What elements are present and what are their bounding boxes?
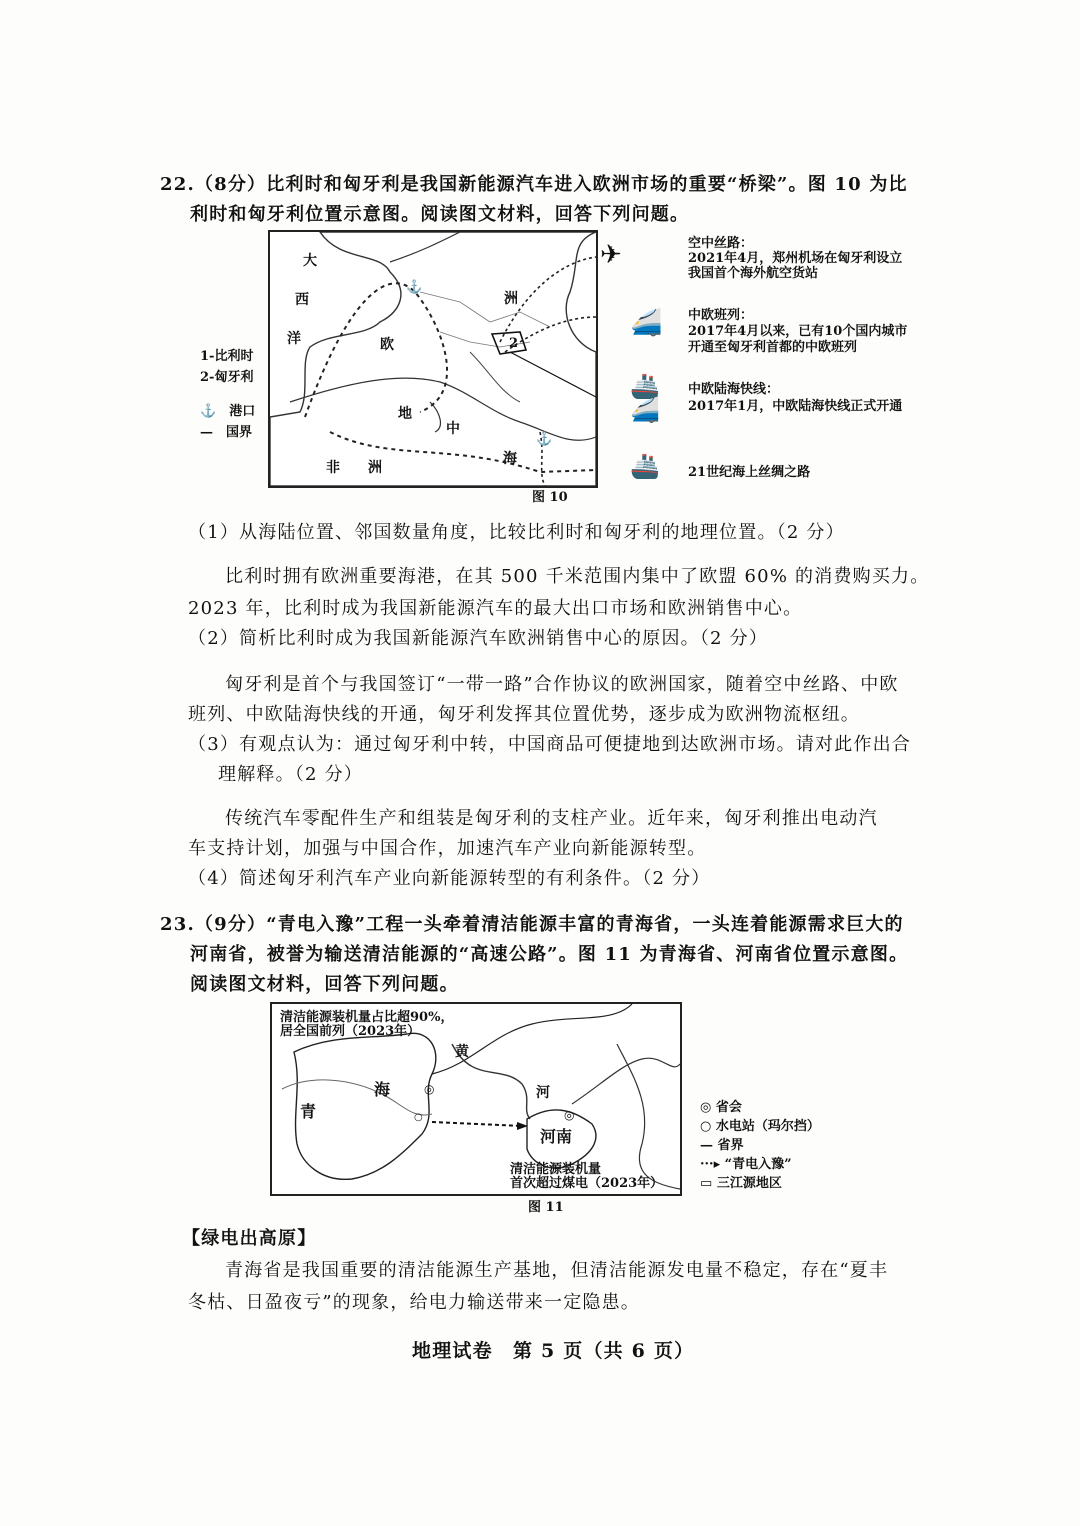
q22-material-2b: 班列、中欧陆海快线的开通，匈牙利发挥其位置优势，逐步成为欧洲物流枢纽。 [188, 704, 860, 725]
q23-section-title: 【绿电出高原】 [182, 1228, 317, 1249]
ship-icon: 🚢 [630, 452, 660, 480]
airplane-icon: ✈ [600, 240, 622, 270]
map-label-zhou: 洲 [504, 291, 518, 307]
provincial-capital-icon: ◎ [424, 1082, 435, 1096]
q22-subquestion-3b: 理解释。（2 分） [218, 764, 363, 785]
q22-subquestion-1: （1）从海陆位置、邻国数量角度，比较比利时和匈牙利的地理位置。（2 分） [188, 522, 845, 543]
q22-heading-line2: 利时和匈牙利位置示意图。阅读图文材料，回答下列问题。 [190, 204, 690, 225]
route-landsea-desc1: 2017年1月，中欧陆海快线正式开通 [688, 399, 903, 414]
qinghai-note-line2: 居全国前列（2023年） [280, 1024, 421, 1039]
route-train-desc1: 2017年4月以来，已有10个国内城市 [688, 324, 908, 339]
legend-power-route: ···▸ “青电入豫” [700, 1157, 792, 1172]
figure-11-caption: 图 11 [528, 1200, 564, 1215]
figure-10-caption: 图 10 [532, 490, 568, 505]
map-label-he: 河 [536, 1085, 550, 1101]
q22-material-2a: 匈牙利是首个与我国签订“一带一路”合作协议的欧洲国家，随着空中丝路、中欧 [225, 674, 899, 695]
ship-icon: 🚢 [630, 372, 660, 400]
legend-belgium: 1-比利时 [200, 349, 254, 364]
legend-hydropower: ○ 水电站（玛尔挡） [700, 1119, 820, 1134]
legend-port: ⚓ 港口 [200, 404, 256, 419]
q22-material-1a: 比利时拥有欧洲重要海港，在其 500 千米范围内集中了欧盟 60% 的消费购买力。 [225, 566, 930, 587]
q22-material-3a: 传统汽车零配件生产和组装是匈牙利的支柱产业。近年来，匈牙利推出电动汽 [225, 808, 878, 829]
train-icon: 🚄 [630, 396, 660, 424]
legend-border: — 国界 [200, 425, 253, 440]
henan-note-line1: 清洁能源装机量 [510, 1162, 602, 1177]
map-label-henan: 河南 [540, 1127, 573, 1146]
port-anchor-icon: ⚓ [536, 432, 553, 447]
page-footer: 地理试卷 第 5 页（共 6 页） [412, 1340, 695, 1362]
route-air-desc1: 2021年4月，郑州机场在匈牙利设立 [688, 251, 903, 266]
border-line-icon: — [200, 425, 227, 440]
henan-note-line2: 首次超过煤电（2023年） [510, 1176, 664, 1191]
map-label-di: 地 [398, 406, 412, 422]
map-label-xi: 西 [295, 292, 309, 308]
q23-paragraph-line1: 青海省是我国重要的清洁能源生产基地，但清洁能源发电量不稳定，存在“夏丰 [225, 1260, 889, 1281]
q22-subquestion-2: （2）简析比利时成为我国新能源汽车欧洲销售中心的原因。（2 分） [188, 628, 769, 649]
route-sea-title: 21世纪海上丝绸之路 [688, 465, 811, 480]
q22-subquestion-4: （4）简述匈牙利汽车产业向新能源转型的有利条件。（2 分） [188, 868, 711, 889]
map-label-qing: 青 [300, 1102, 317, 1121]
map-label-ou: 欧 [380, 337, 394, 353]
hydropower-icon: ○ [700, 1119, 716, 1134]
q22-material-1b: 2023 年，比利时成为我国新能源汽车的最大出口市场和欧洲销售中心。 [188, 598, 803, 619]
qinghai-note-line1: 清洁能源装机量占比超90%， [280, 1010, 454, 1025]
capital-icon: ◎ [700, 1100, 716, 1115]
port-anchor-icon: ⚓ [406, 280, 423, 295]
q23-paragraph-line2: 冬枯、日盈夜亏”的现象，给电力输送带来一定隐患。 [188, 1292, 640, 1313]
map-label-zhong: 中 [446, 421, 460, 437]
route-train-desc2: 开通至匈牙利首都的中欧班列 [688, 340, 858, 355]
q22-material-3b: 车支持计划，加强与中国合作，加速汽车产业向新能源转型。 [188, 838, 707, 859]
map-label-num2: 2 [509, 336, 519, 351]
legend-sanjiangyuan: ▭ 三江源地区 [700, 1176, 782, 1191]
europe-map-drawing [270, 232, 596, 486]
map-label-yang: 洋 [287, 331, 301, 347]
dashed-arrow-icon: ···▸ [700, 1157, 725, 1172]
train-icon: 🚄 [630, 308, 663, 338]
region-box-icon: ▭ [700, 1176, 717, 1191]
anchor-icon: ⚓ [200, 404, 230, 419]
legend-hungary: 2-匈牙利 [200, 370, 254, 385]
q22-heading-line1: 22.（8分）比利时和匈牙利是我国新能源汽车进入欧洲市场的重要“桥梁”。图 10 为比 [160, 174, 908, 195]
map-label-fei: 非 [326, 460, 340, 476]
q22-subquestion-3a: （3）有观点认为：通过匈牙利中转，中国商品可便捷地到达欧洲市场。请对此作出合 [188, 734, 912, 755]
q23-heading-line3: 阅读图文材料，回答下列问题。 [190, 974, 459, 995]
map-label-hai: 海 [503, 451, 517, 467]
route-air-desc2: 我国首个海外航空货站 [688, 266, 819, 281]
legend-capital: ◎ 省会 [700, 1100, 742, 1115]
legend-province-border: — 省界 [700, 1138, 744, 1153]
figure-11-map [270, 1002, 682, 1196]
map-label-feizhou: 洲 [368, 460, 382, 476]
map-label-da: 大 [303, 253, 317, 269]
route-air-title: 空中丝路： [688, 236, 754, 251]
q23-heading-line2: 河南省，被誉为输送清洁能源的“高速公路”。图 11 为青海省、河南省位置示意图。 [190, 944, 909, 965]
route-train-title: 中欧班列： [688, 308, 754, 323]
figure-10-map [268, 230, 598, 488]
map-label-huang: 黄 [455, 1044, 469, 1060]
map-label-hai: 海 [374, 1080, 391, 1099]
hydropower-station-icon: ○ [414, 1112, 423, 1123]
q23-heading-line1: 23.（9分）“青电入豫”工程一头牵着清洁能源丰富的青海省，一头连着能源需求巨大的 [160, 914, 904, 935]
provincial-capital-icon: ◎ [564, 1108, 575, 1122]
route-landsea-title: 中欧陆海快线： [688, 382, 780, 397]
province-border-icon: — [700, 1138, 718, 1153]
